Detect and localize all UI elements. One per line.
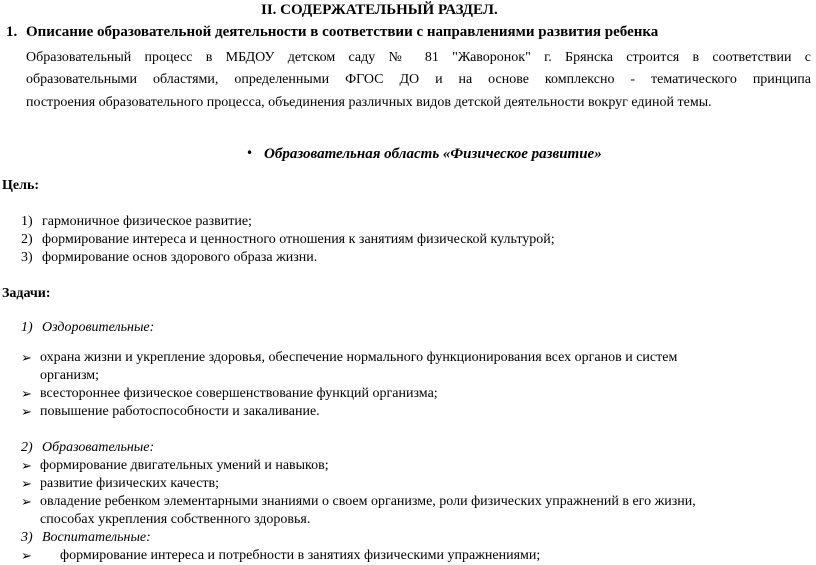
heading-number: 1. bbox=[6, 24, 18, 40]
task-item: охрана жизни и укрепление здоровья, обеспечение нормального функционирования всех органов и систем bbox=[40, 350, 678, 365]
group-num: 3) bbox=[21, 530, 33, 545]
arrow-bullet-icon: ➢ bbox=[21, 549, 32, 564]
group-label: Образовательные: bbox=[42, 440, 155, 455]
goal-num: 2) bbox=[21, 232, 33, 247]
task-item: повышение работоспособности и закаливание. bbox=[40, 404, 320, 419]
task-item-continuation: организм; bbox=[40, 368, 100, 383]
goal-num: 3) bbox=[21, 250, 33, 265]
goal-text: формирование интереса и ценностного отношения к занятиям физической культурой; bbox=[42, 232, 555, 247]
arrow-bullet-icon: ➢ bbox=[21, 459, 32, 474]
group-label: Воспитательные: bbox=[42, 530, 151, 545]
group-label: Оздоровительные: bbox=[42, 320, 155, 335]
task-item: формирование двигательных умений и навыков; bbox=[40, 458, 329, 473]
section-title: II. СОДЕРЖАТЕЛЬНЫЙ РАЗДЕЛ. bbox=[261, 2, 498, 18]
goal-label: Цель: bbox=[2, 178, 40, 193]
task-item: формирование интереса и потребности в занятиях физическими упражнениями; bbox=[60, 548, 541, 563]
heading-text: Описание образовательной деятельности в соответствии с направлениями развития ребенка bbox=[26, 24, 659, 40]
goal-num: 1) bbox=[21, 214, 33, 229]
intro-line-1: Образовательный процесс в МБДОУ детском саду № 81 "Жаворонок" г. Брянска строится в соответствии с bbox=[26, 50, 811, 65]
tasks-label: Задачи: bbox=[2, 286, 51, 301]
task-item: овладение ребенком элементарными знаниями о своем организме, роли физических упражнений в его жизни, bbox=[40, 494, 696, 509]
intro-line-2: образовательными областями, определенными ФГОС ДО и на основе комплексно - тематического принципа bbox=[26, 72, 811, 87]
task-item: развитие физических качеств; bbox=[40, 476, 220, 491]
goal-text: формирование основ здорового образа жизни. bbox=[42, 250, 318, 265]
task-item-continuation: способах укрепления собственного здоровья. bbox=[40, 512, 311, 527]
arrow-bullet-icon: ➢ bbox=[21, 495, 32, 510]
arrow-bullet-icon: ➢ bbox=[21, 351, 32, 366]
arrow-bullet-icon: ➢ bbox=[21, 405, 32, 420]
goal-text: гармоничное физическое развитие; bbox=[42, 214, 252, 229]
area-title: Образовательная область «Физическое развитие» bbox=[264, 146, 602, 162]
group-num: 1) bbox=[21, 320, 33, 335]
intro-line-3: построения образовательного процесса, объединения различных видов детской деятельности вокруг единой темы. bbox=[26, 95, 712, 110]
arrow-bullet-icon: ➢ bbox=[21, 387, 32, 402]
bullet-dot-icon: • bbox=[246, 146, 254, 160]
task-item: всестороннее физическое совершенствование функций организма; bbox=[40, 386, 438, 401]
group-num: 2) bbox=[21, 440, 33, 455]
arrow-bullet-icon: ➢ bbox=[21, 477, 32, 492]
